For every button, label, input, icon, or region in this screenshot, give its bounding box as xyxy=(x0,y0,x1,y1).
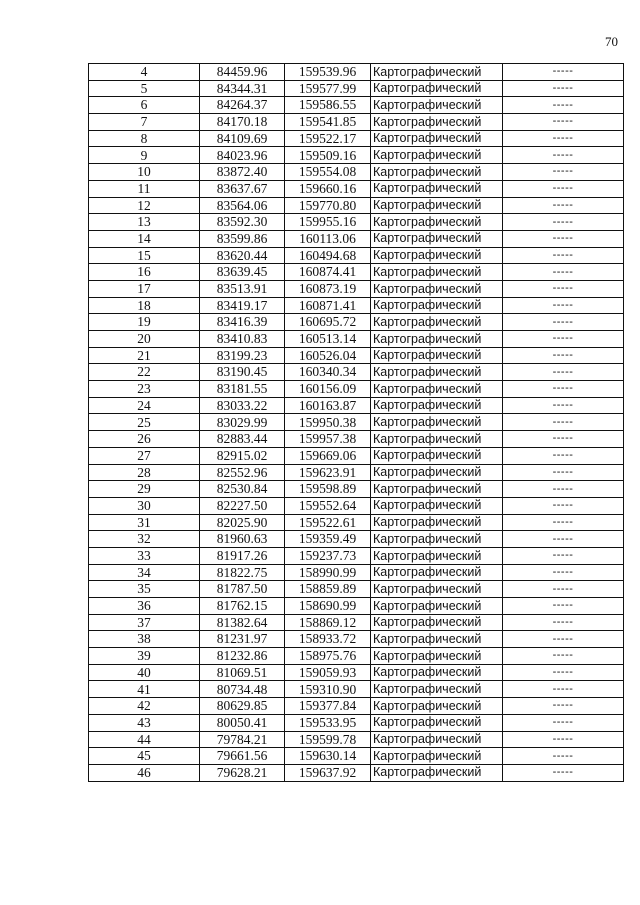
method-cell: Картографический xyxy=(371,280,503,297)
accuracy-cell: ----- xyxy=(503,531,624,548)
y-coordinate-cell: 159359.49 xyxy=(285,531,371,548)
table-row xyxy=(89,64,624,81)
x-coordinate-cell: 83592.30 xyxy=(200,214,285,231)
accuracy-cell: ----- xyxy=(503,631,624,648)
point-number-cell: 40 xyxy=(89,664,200,681)
accuracy-cell: ----- xyxy=(503,431,624,448)
y-coordinate-cell: 158975.76 xyxy=(285,648,371,665)
page-number: 70 xyxy=(605,34,618,49)
accuracy-cell: ----- xyxy=(503,247,624,264)
point-number-cell: 11 xyxy=(89,180,200,197)
x-coordinate-cell: 84344.31 xyxy=(200,80,285,97)
method-cell: Картографический xyxy=(371,97,503,114)
method-cell: Картографический xyxy=(371,731,503,748)
x-coordinate-cell: 81822.75 xyxy=(200,564,285,581)
y-coordinate-cell: 159586.55 xyxy=(285,97,371,114)
y-coordinate-cell: 159577.99 xyxy=(285,80,371,97)
point-number-cell: 15 xyxy=(89,247,200,264)
y-coordinate-cell: 159509.16 xyxy=(285,147,371,164)
table-row xyxy=(89,247,624,264)
y-coordinate-cell: 159660.16 xyxy=(285,180,371,197)
x-coordinate-cell: 80050.41 xyxy=(200,714,285,731)
accuracy-cell: ----- xyxy=(503,748,624,765)
method-cell: Картографический xyxy=(371,114,503,131)
table-row xyxy=(89,414,624,431)
accuracy-cell: ----- xyxy=(503,164,624,181)
x-coordinate-cell: 81960.63 xyxy=(200,531,285,548)
method-cell: Картографический xyxy=(371,80,503,97)
method-cell: Картографический xyxy=(371,214,503,231)
table-row xyxy=(89,547,624,564)
method-cell: Картографический xyxy=(371,381,503,398)
method-cell: Картографический xyxy=(371,397,503,414)
y-coordinate-cell: 160340.34 xyxy=(285,364,371,381)
accuracy-cell: ----- xyxy=(503,481,624,498)
method-cell: Картографический xyxy=(371,414,503,431)
point-number-cell: 32 xyxy=(89,531,200,548)
point-number-cell: 19 xyxy=(89,314,200,331)
table-row xyxy=(89,514,624,531)
point-number-cell: 9 xyxy=(89,147,200,164)
table-row xyxy=(89,581,624,598)
table-row xyxy=(89,114,624,131)
y-coordinate-cell: 159623.91 xyxy=(285,464,371,481)
point-number-cell: 23 xyxy=(89,381,200,398)
y-coordinate-cell: 159533.95 xyxy=(285,714,371,731)
point-number-cell: 14 xyxy=(89,230,200,247)
point-number-cell: 17 xyxy=(89,280,200,297)
x-coordinate-cell: 81231.97 xyxy=(200,631,285,648)
x-coordinate-cell: 82883.44 xyxy=(200,431,285,448)
method-cell: Картографический xyxy=(371,147,503,164)
method-cell: Картографический xyxy=(371,664,503,681)
accuracy-cell: ----- xyxy=(503,497,624,514)
point-number-cell: 7 xyxy=(89,114,200,131)
method-cell: Картографический xyxy=(371,581,503,598)
table-row xyxy=(89,631,624,648)
x-coordinate-cell: 83599.86 xyxy=(200,230,285,247)
table-row xyxy=(89,280,624,297)
y-coordinate-cell: 159522.17 xyxy=(285,130,371,147)
accuracy-cell: ----- xyxy=(503,414,624,431)
x-coordinate-cell: 79628.21 xyxy=(200,764,285,781)
point-number-cell: 26 xyxy=(89,431,200,448)
method-cell: Картографический xyxy=(371,364,503,381)
x-coordinate-cell: 82915.02 xyxy=(200,447,285,464)
method-cell: Картографический xyxy=(371,748,503,765)
point-number-cell: 6 xyxy=(89,97,200,114)
point-number-cell: 21 xyxy=(89,347,200,364)
table-row xyxy=(89,764,624,781)
y-coordinate-cell: 159669.06 xyxy=(285,447,371,464)
x-coordinate-cell: 83199.23 xyxy=(200,347,285,364)
accuracy-cell: ----- xyxy=(503,230,624,247)
x-coordinate-cell: 83564.06 xyxy=(200,197,285,214)
x-coordinate-cell: 84264.37 xyxy=(200,97,285,114)
x-coordinate-cell: 82227.50 xyxy=(200,497,285,514)
accuracy-cell: ----- xyxy=(503,464,624,481)
y-coordinate-cell: 158869.12 xyxy=(285,614,371,631)
x-coordinate-cell: 84023.96 xyxy=(200,147,285,164)
y-coordinate-cell: 160513.14 xyxy=(285,331,371,348)
table-row xyxy=(89,531,624,548)
method-cell: Картографический xyxy=(371,481,503,498)
x-coordinate-cell: 84170.18 xyxy=(200,114,285,131)
y-coordinate-cell: 158990.99 xyxy=(285,564,371,581)
table-row xyxy=(89,714,624,731)
table-row xyxy=(89,180,624,197)
point-number-cell: 46 xyxy=(89,764,200,781)
table-row xyxy=(89,164,624,181)
method-cell: Картографический xyxy=(371,598,503,615)
x-coordinate-cell: 83416.39 xyxy=(200,314,285,331)
x-coordinate-cell: 83419.17 xyxy=(200,297,285,314)
point-number-cell: 33 xyxy=(89,547,200,564)
x-coordinate-cell: 80734.48 xyxy=(200,681,285,698)
x-coordinate-cell: 83872.40 xyxy=(200,164,285,181)
accuracy-cell: ----- xyxy=(503,214,624,231)
y-coordinate-cell: 159310.90 xyxy=(285,681,371,698)
method-cell: Картографический xyxy=(371,547,503,564)
accuracy-cell: ----- xyxy=(503,664,624,681)
x-coordinate-cell: 81382.64 xyxy=(200,614,285,631)
point-number-cell: 8 xyxy=(89,130,200,147)
x-coordinate-cell: 83620.44 xyxy=(200,247,285,264)
table-row xyxy=(89,197,624,214)
y-coordinate-cell: 159630.14 xyxy=(285,748,371,765)
x-coordinate-cell: 81232.86 xyxy=(200,648,285,665)
x-coordinate-cell: 83033.22 xyxy=(200,397,285,414)
point-number-cell: 22 xyxy=(89,364,200,381)
coordinates-table-body xyxy=(89,64,624,782)
accuracy-cell: ----- xyxy=(503,764,624,781)
point-number-cell: 27 xyxy=(89,447,200,464)
point-number-cell: 38 xyxy=(89,631,200,648)
point-number-cell: 41 xyxy=(89,681,200,698)
table-row xyxy=(89,214,624,231)
y-coordinate-cell: 160494.68 xyxy=(285,247,371,264)
point-number-cell: 31 xyxy=(89,514,200,531)
method-cell: Картографический xyxy=(371,264,503,281)
table-row xyxy=(89,431,624,448)
method-cell: Картографический xyxy=(371,464,503,481)
accuracy-cell: ----- xyxy=(503,180,624,197)
point-number-cell: 13 xyxy=(89,214,200,231)
accuracy-cell: ----- xyxy=(503,447,624,464)
y-coordinate-cell: 160874.41 xyxy=(285,264,371,281)
x-coordinate-cell: 82552.96 xyxy=(200,464,285,481)
method-cell: Картографический xyxy=(371,197,503,214)
table-row xyxy=(89,564,624,581)
x-coordinate-cell: 81069.51 xyxy=(200,664,285,681)
y-coordinate-cell: 159598.89 xyxy=(285,481,371,498)
point-number-cell: 10 xyxy=(89,164,200,181)
table-row xyxy=(89,447,624,464)
point-number-cell: 44 xyxy=(89,731,200,748)
x-coordinate-cell: 83029.99 xyxy=(200,414,285,431)
point-number-cell: 5 xyxy=(89,80,200,97)
y-coordinate-cell: 158933.72 xyxy=(285,631,371,648)
x-coordinate-cell: 84459.96 xyxy=(200,64,285,81)
accuracy-cell: ----- xyxy=(503,314,624,331)
table-row xyxy=(89,381,624,398)
method-cell: Картографический xyxy=(371,247,503,264)
method-cell: Картографический xyxy=(371,64,503,81)
x-coordinate-cell: 81787.50 xyxy=(200,581,285,598)
method-cell: Картографический xyxy=(371,631,503,648)
accuracy-cell: ----- xyxy=(503,114,624,131)
y-coordinate-cell: 159637.92 xyxy=(285,764,371,781)
point-number-cell: 16 xyxy=(89,264,200,281)
y-coordinate-cell: 159522.61 xyxy=(285,514,371,531)
accuracy-cell: ----- xyxy=(503,80,624,97)
accuracy-cell: ----- xyxy=(503,581,624,598)
y-coordinate-cell: 160156.09 xyxy=(285,381,371,398)
y-coordinate-cell: 160163.87 xyxy=(285,397,371,414)
point-number-cell: 37 xyxy=(89,614,200,631)
method-cell: Картографический xyxy=(371,431,503,448)
y-coordinate-cell: 160871.41 xyxy=(285,297,371,314)
coordinates-table xyxy=(88,63,624,782)
point-number-cell: 45 xyxy=(89,748,200,765)
x-coordinate-cell: 80629.85 xyxy=(200,698,285,715)
table-row xyxy=(89,598,624,615)
table-row xyxy=(89,497,624,514)
x-coordinate-cell: 79784.21 xyxy=(200,731,285,748)
accuracy-cell: ----- xyxy=(503,547,624,564)
table-row xyxy=(89,97,624,114)
accuracy-cell: ----- xyxy=(503,381,624,398)
table-row xyxy=(89,314,624,331)
x-coordinate-cell: 81762.15 xyxy=(200,598,285,615)
method-cell: Картографический xyxy=(371,531,503,548)
point-number-cell: 28 xyxy=(89,464,200,481)
accuracy-cell: ----- xyxy=(503,648,624,665)
y-coordinate-cell: 159541.85 xyxy=(285,114,371,131)
x-coordinate-cell: 83639.45 xyxy=(200,264,285,281)
table-row xyxy=(89,397,624,414)
y-coordinate-cell: 160526.04 xyxy=(285,347,371,364)
point-number-cell: 20 xyxy=(89,331,200,348)
y-coordinate-cell: 159539.96 xyxy=(285,64,371,81)
table-row xyxy=(89,614,624,631)
x-coordinate-cell: 83410.83 xyxy=(200,331,285,348)
y-coordinate-cell: 159599.78 xyxy=(285,731,371,748)
point-number-cell: 4 xyxy=(89,64,200,81)
table-row xyxy=(89,331,624,348)
method-cell: Картографический xyxy=(371,714,503,731)
y-coordinate-cell: 160873.19 xyxy=(285,280,371,297)
accuracy-cell: ----- xyxy=(503,147,624,164)
y-coordinate-cell: 160695.72 xyxy=(285,314,371,331)
point-number-cell: 25 xyxy=(89,414,200,431)
method-cell: Картографический xyxy=(371,180,503,197)
y-coordinate-cell: 159552.64 xyxy=(285,497,371,514)
point-number-cell: 35 xyxy=(89,581,200,598)
accuracy-cell: ----- xyxy=(503,397,624,414)
y-coordinate-cell: 158690.99 xyxy=(285,598,371,615)
method-cell: Картографический xyxy=(371,164,503,181)
method-cell: Картографический xyxy=(371,297,503,314)
table-row xyxy=(89,264,624,281)
y-coordinate-cell: 159059.93 xyxy=(285,664,371,681)
x-coordinate-cell: 79661.56 xyxy=(200,748,285,765)
point-number-cell: 34 xyxy=(89,564,200,581)
accuracy-cell: ----- xyxy=(503,364,624,381)
accuracy-cell: ----- xyxy=(503,64,624,81)
table-row xyxy=(89,130,624,147)
table-row xyxy=(89,681,624,698)
point-number-cell: 36 xyxy=(89,598,200,615)
y-coordinate-cell: 160113.06 xyxy=(285,230,371,247)
method-cell: Картографический xyxy=(371,347,503,364)
y-coordinate-cell: 159554.08 xyxy=(285,164,371,181)
y-coordinate-cell: 159957.38 xyxy=(285,431,371,448)
table-row xyxy=(89,698,624,715)
table-row xyxy=(89,464,624,481)
method-cell: Картографический xyxy=(371,564,503,581)
method-cell: Картографический xyxy=(371,614,503,631)
point-number-cell: 30 xyxy=(89,497,200,514)
accuracy-cell: ----- xyxy=(503,564,624,581)
table-row xyxy=(89,230,624,247)
x-coordinate-cell: 82025.90 xyxy=(200,514,285,531)
accuracy-cell: ----- xyxy=(503,197,624,214)
method-cell: Картографический xyxy=(371,130,503,147)
table-row xyxy=(89,297,624,314)
y-coordinate-cell: 159950.38 xyxy=(285,414,371,431)
point-number-cell: 43 xyxy=(89,714,200,731)
x-coordinate-cell: 81917.26 xyxy=(200,547,285,564)
accuracy-cell: ----- xyxy=(503,297,624,314)
method-cell: Картографический xyxy=(371,230,503,247)
y-coordinate-cell: 159770.80 xyxy=(285,197,371,214)
method-cell: Картографический xyxy=(371,514,503,531)
accuracy-cell: ----- xyxy=(503,681,624,698)
y-coordinate-cell: 158859.89 xyxy=(285,581,371,598)
y-coordinate-cell: 159237.73 xyxy=(285,547,371,564)
accuracy-cell: ----- xyxy=(503,514,624,531)
table-row xyxy=(89,648,624,665)
point-number-cell: 39 xyxy=(89,648,200,665)
table-row xyxy=(89,364,624,381)
method-cell: Картографический xyxy=(371,447,503,464)
x-coordinate-cell: 84109.69 xyxy=(200,130,285,147)
method-cell: Картографический xyxy=(371,681,503,698)
x-coordinate-cell: 83181.55 xyxy=(200,381,285,398)
accuracy-cell: ----- xyxy=(503,347,624,364)
accuracy-cell: ----- xyxy=(503,698,624,715)
method-cell: Картографический xyxy=(371,764,503,781)
method-cell: Картографический xyxy=(371,314,503,331)
table-row xyxy=(89,347,624,364)
point-number-cell: 24 xyxy=(89,397,200,414)
method-cell: Картографический xyxy=(371,698,503,715)
x-coordinate-cell: 83190.45 xyxy=(200,364,285,381)
x-coordinate-cell: 83637.67 xyxy=(200,180,285,197)
accuracy-cell: ----- xyxy=(503,731,624,748)
accuracy-cell: ----- xyxy=(503,264,624,281)
accuracy-cell: ----- xyxy=(503,97,624,114)
table-row xyxy=(89,147,624,164)
accuracy-cell: ----- xyxy=(503,130,624,147)
point-number-cell: 18 xyxy=(89,297,200,314)
accuracy-cell: ----- xyxy=(503,598,624,615)
point-number-cell: 29 xyxy=(89,481,200,498)
y-coordinate-cell: 159377.84 xyxy=(285,698,371,715)
table-row xyxy=(89,80,624,97)
x-coordinate-cell: 82530.84 xyxy=(200,481,285,498)
accuracy-cell: ----- xyxy=(503,614,624,631)
method-cell: Картографический xyxy=(371,497,503,514)
method-cell: Картографический xyxy=(371,331,503,348)
method-cell: Картографический xyxy=(371,648,503,665)
point-number-cell: 12 xyxy=(89,197,200,214)
x-coordinate-cell: 83513.91 xyxy=(200,280,285,297)
accuracy-cell: ----- xyxy=(503,331,624,348)
point-number-cell: 42 xyxy=(89,698,200,715)
accuracy-cell: ----- xyxy=(503,280,624,297)
table-row xyxy=(89,664,624,681)
y-coordinate-cell: 159955.16 xyxy=(285,214,371,231)
table-row xyxy=(89,748,624,765)
accuracy-cell: ----- xyxy=(503,714,624,731)
table-row xyxy=(89,731,624,748)
table-row xyxy=(89,481,624,498)
